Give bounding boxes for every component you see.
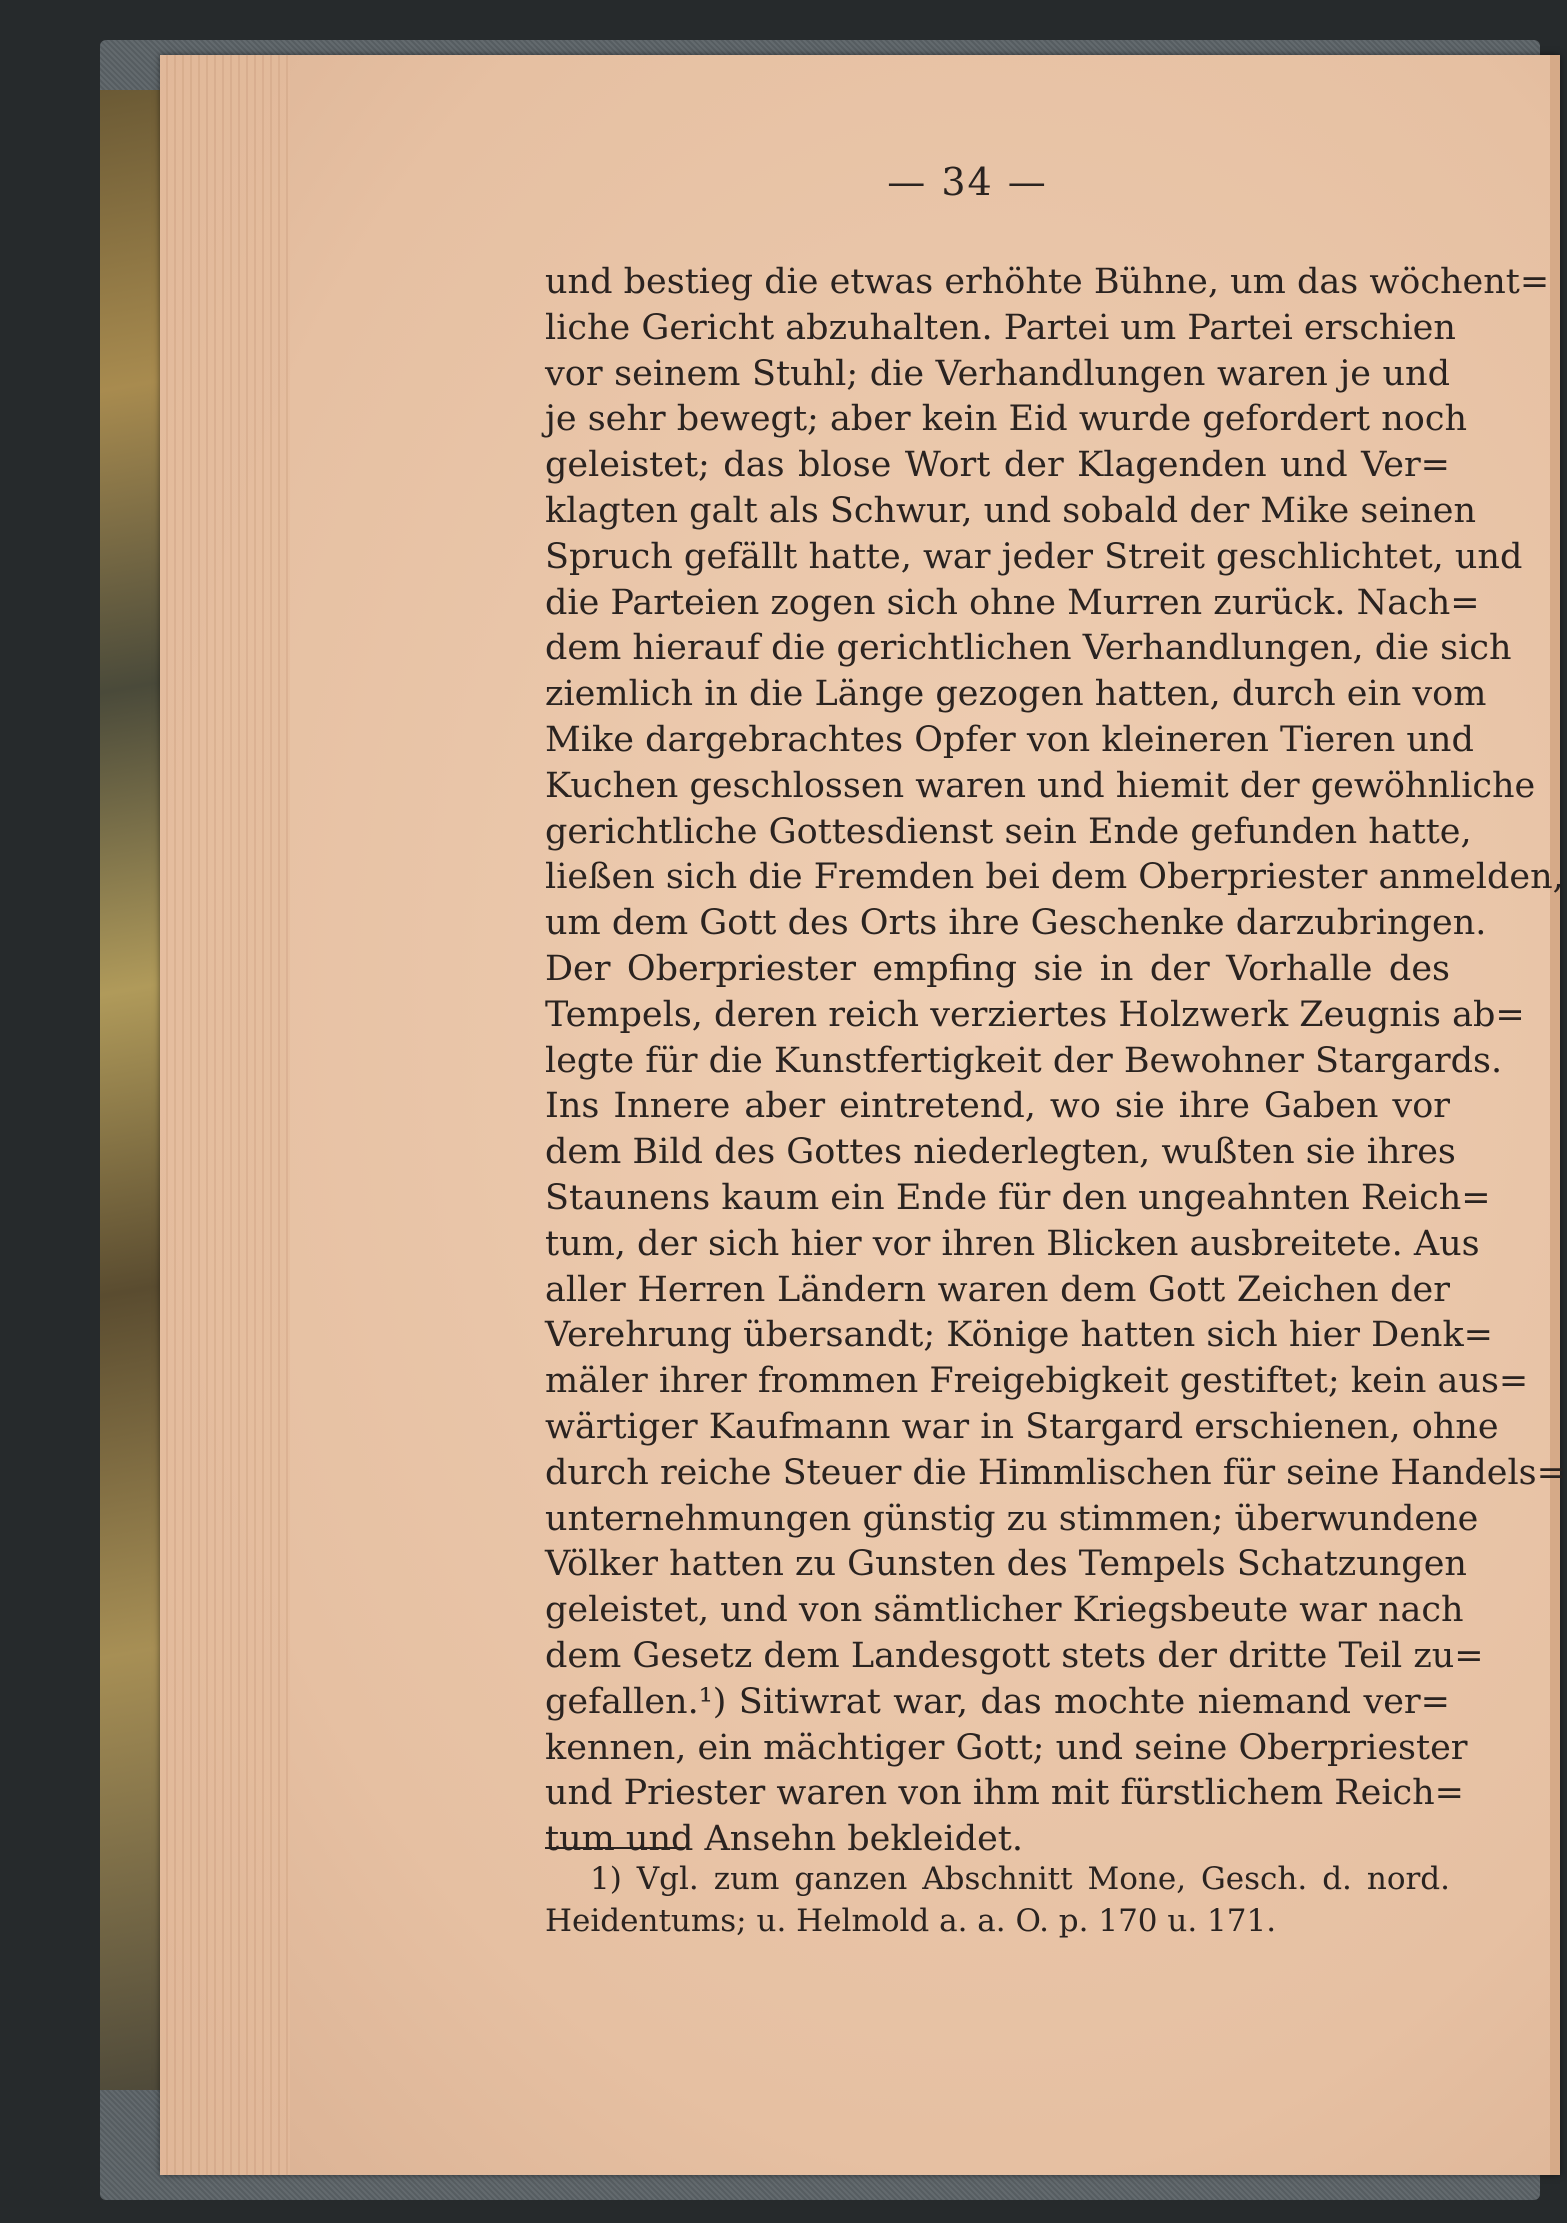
text-line: wärtiger Kaufmann war in Stargard erschienen, ohne: [545, 1406, 1499, 1447]
footnote-line: 1) Vgl. zum ganzen Abschnitt Mone, Gesch. d. nord.: [590, 1861, 1450, 1897]
text-line: mäler ihrer frommen Freigebigkeit gestiftet; kein aus=: [545, 1361, 1529, 1402]
text-line: unternehmungen günstig zu stimmen; überwundene: [545, 1498, 1479, 1539]
text-line: Völker hatten zu Gunsten des Tempels Schatzungen: [545, 1544, 1467, 1585]
text-line: Verehrung übersandt; Könige hatten sich hier Denk=: [545, 1315, 1494, 1356]
text-line: gerichtliche Gottesdienst sein Ende gefunden hatte,: [545, 811, 1472, 852]
footnote-line: Heidentums; u. Helmold a. a. O. p. 170 u. 171.: [545, 1903, 1277, 1939]
text-line: durch reiche Steuer die Himmlischen für seine Handels=: [545, 1452, 1566, 1493]
text-line: geleistet, und von sämtlicher Kriegsbeute war nach: [545, 1590, 1464, 1631]
body-text: [545, 260, 1566, 1863]
text-line: Spruch gefällt hatte, war jeder Streit geschlichtet, und: [545, 536, 1523, 577]
text-line: Mike dargebrachtes Opfer von kleineren Tieren und: [545, 719, 1474, 760]
footnotes: [545, 1858, 1450, 1942]
text-line: kennen, ein mächtiger Gott; und seine Oberpriester: [545, 1727, 1468, 1768]
text-line: ließen sich die Fremden bei dem Oberpriester anmelden,: [545, 857, 1564, 898]
text-line: tum und Ansehn bekleidet.: [545, 1819, 1023, 1860]
text-line: je sehr bewegt; aber kein Eid wurde gefordert noch: [545, 399, 1467, 440]
text-line: dem Gesetz dem Landesgott stets der dritte Teil zu=: [545, 1635, 1484, 1676]
text-line: liche Gericht abzuhalten. Partei um Partei erschien: [545, 307, 1456, 348]
text-line: tum, der sich hier vor ihren Blicken ausbreitete. Aus: [545, 1223, 1480, 1264]
text-line: geleistet; das blose Wort der Klagenden und Ver=: [545, 445, 1450, 486]
text-line: dem hierauf die gerichtlichen Verhandlungen, die sich: [545, 628, 1512, 669]
page-number: — 34 —: [887, 160, 1048, 204]
text-line: klagten galt als Schwur, und sobald der Mike seinen: [545, 490, 1477, 531]
text-line: Ins Innere aber eintretend, wo sie ihre Gaben vor: [545, 1086, 1450, 1127]
text-line: die Parteien zogen sich ohne Murren zurück. Nach=: [545, 582, 1480, 623]
text-line: legte für die Kunstfertigkeit der Bewohner Stargards.: [545, 1040, 1503, 1081]
text-line: Tempels, deren reich verziertes Holzwerk Zeugnis ab=: [545, 994, 1525, 1035]
text-line: dem Bild des Gottes niederlegten, wußten sie ihres: [545, 1132, 1456, 1173]
text-line: und Priester waren von ihm mit fürstlichem Reich=: [545, 1773, 1465, 1814]
text-line: Staunens kaum ein Ende für den ungeahnten Reich=: [545, 1177, 1491, 1218]
text-line: Kuchen geschlossen waren und hiemit der gewöhnliche: [545, 765, 1536, 806]
text-line: gefallen.¹) Sitiwrat war, das mochte niemand ver=: [545, 1681, 1450, 1722]
text-line: ziemlich in die Länge gezogen hatten, durch ein vom: [545, 674, 1487, 715]
text-line: vor seinem Stuhl; die Verhandlungen waren je und: [545, 353, 1450, 394]
text-line: aller Herren Ländern waren dem Gott Zeichen der: [545, 1269, 1450, 1310]
footnote-rule: [545, 1847, 685, 1849]
marbled-edge: [100, 90, 160, 2090]
text-line: um dem Gott des Orts ihre Geschenke darzubringen.: [545, 903, 1487, 944]
text-line: und bestieg die etwas erhöhte Bühne, um das wöchent=: [545, 262, 1550, 302]
text-line: Der Oberpriester empfing sie in der Vorhalle des: [545, 948, 1450, 989]
page-edges: [160, 55, 290, 2175]
